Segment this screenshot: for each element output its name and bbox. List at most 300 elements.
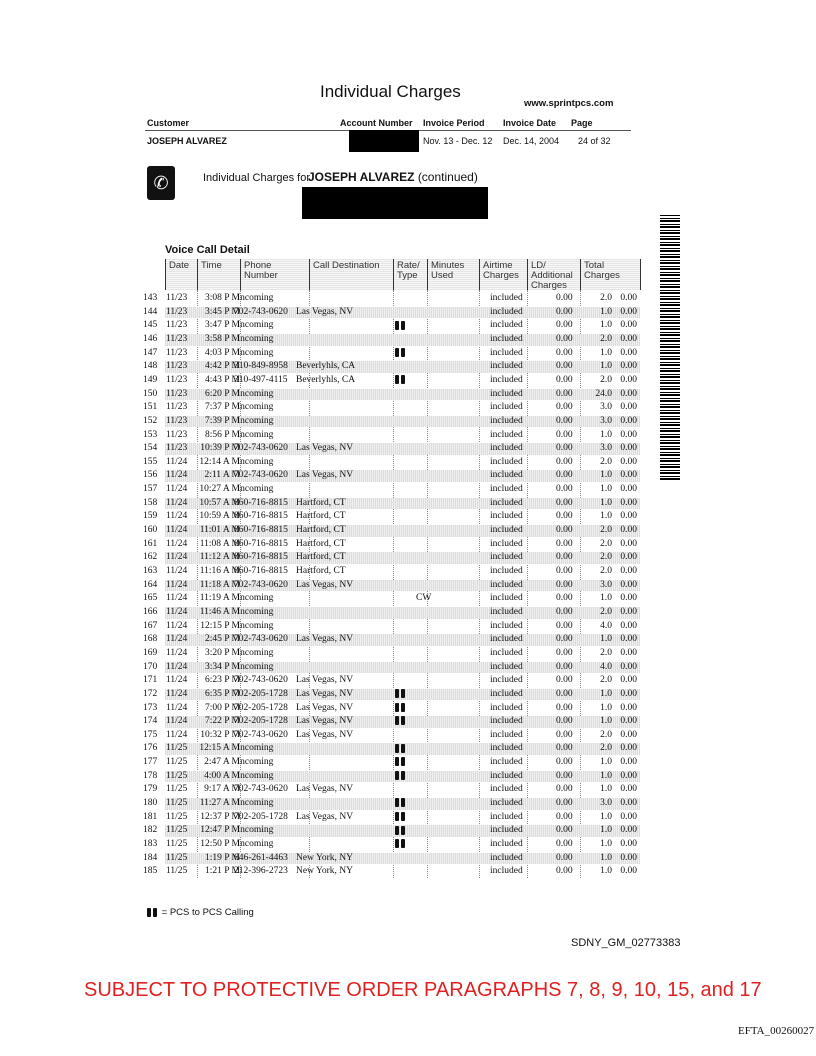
column-header: Minutes Used	[428, 259, 480, 290]
call-date: 11/24	[166, 688, 188, 699]
column-header: Airtime Charges	[480, 259, 528, 290]
pcs-to-pcs-icon	[395, 756, 407, 770]
row-number: 143	[143, 293, 158, 303]
total-charges: 0.00	[620, 511, 637, 522]
airtime-charges: included	[490, 374, 523, 385]
total-charges: 0.00	[620, 293, 637, 303]
pcs-to-pcs-icon	[395, 688, 407, 702]
ld-charges: 0.00	[556, 606, 573, 617]
total-charges: 0.00	[620, 333, 637, 344]
row-number: 179	[143, 784, 158, 795]
call-destination: Las Vegas, NV	[296, 634, 354, 645]
call-destination: Las Vegas, NV	[296, 688, 354, 699]
airtime-charges: included	[490, 825, 523, 836]
column-header: Time	[198, 259, 241, 290]
call-destination: Las Vegas, NV	[296, 716, 354, 727]
ld-charges: 0.00	[556, 784, 573, 795]
call-time: 2:45 P M	[204, 634, 240, 645]
table-row	[140, 415, 640, 429]
row-number: 177	[143, 757, 158, 768]
call-destination: Hartford, CT	[296, 538, 346, 549]
row-number: 150	[143, 388, 158, 399]
bates-number: SDNY_GM_02773383	[571, 937, 681, 949]
ld-charges: 0.00	[556, 866, 573, 877]
total-charges: 0.00	[620, 866, 637, 877]
ld-charges: 0.00	[556, 702, 573, 713]
total-charges: 0.00	[620, 552, 637, 563]
row-number: 161	[143, 538, 158, 549]
row-number: 162	[143, 552, 158, 563]
ld-charges: 0.00	[556, 852, 573, 863]
phone-number: Incoming	[237, 661, 274, 672]
airtime-charges: included	[490, 443, 523, 454]
minutes-used: 1.0	[600, 770, 612, 781]
call-time: 6:20 P M	[204, 388, 240, 399]
table-row	[140, 838, 640, 852]
phone-number: 702-743-0620	[234, 729, 288, 740]
call-date: 11/24	[166, 456, 188, 467]
minutes-used: 3.0	[600, 415, 612, 426]
call-time: 4:03 P M	[204, 347, 240, 358]
row-number: 169	[143, 647, 158, 658]
call-time: 2:11 A M	[204, 470, 240, 481]
section-title: Voice Call Detail	[165, 244, 250, 256]
total-charges: 0.00	[620, 839, 637, 849]
minutes-used: 1.0	[600, 634, 612, 645]
row-number: 178	[143, 770, 158, 781]
call-date: 11/23	[166, 415, 188, 426]
total-charges: 0.00	[620, 620, 637, 631]
ld-charges: 0.00	[556, 525, 573, 536]
column-header: LD/ Additional Charges	[528, 259, 581, 290]
airtime-charges: included	[490, 484, 523, 495]
airtime-charges: included	[490, 798, 523, 809]
row-number: 157	[143, 484, 158, 495]
pcs-to-pcs-icon	[395, 319, 407, 333]
call-date: 11/25	[166, 743, 188, 754]
airtime-charges: included	[490, 293, 523, 303]
pcs-to-pcs-icon	[395, 824, 407, 838]
call-destination: New York, NY	[296, 852, 354, 863]
charges-for-label: Individual Charges for	[203, 172, 311, 184]
call-time: 11:01 A M	[199, 525, 240, 536]
call-time: 4:00 A M	[204, 770, 240, 781]
total-charges: 0.00	[620, 320, 637, 331]
airtime-charges: included	[490, 770, 523, 781]
table-row	[140, 442, 640, 456]
call-time: 10:27 A M	[199, 484, 240, 495]
call-time: 10:39 P M	[200, 443, 240, 454]
phone-number: Incoming	[237, 606, 274, 617]
call-time: 4:42 P M	[204, 361, 240, 372]
pcs-to-pcs-icon	[395, 702, 407, 716]
total-charges: 0.00	[620, 566, 637, 576]
column-header: Phone Number	[241, 259, 310, 290]
table-row	[140, 483, 640, 497]
row-number: 155	[143, 456, 158, 467]
phone-number: Incoming	[237, 839, 274, 849]
table-row	[140, 579, 640, 593]
call-date: 11/23	[166, 402, 188, 413]
call-date: 11/24	[166, 579, 188, 590]
minutes-used: 4.0	[600, 661, 612, 672]
minutes-used: 3.0	[600, 402, 612, 413]
airtime-charges: included	[490, 361, 523, 372]
call-date: 11/24	[166, 552, 188, 563]
call-date: 11/24	[166, 675, 188, 686]
table-row	[140, 374, 640, 388]
page-title: Individual Charges	[320, 82, 461, 101]
account-label: Account Number	[340, 118, 413, 128]
phone-number: 702-205-1728	[234, 716, 288, 727]
total-charges: 0.00	[620, 579, 637, 590]
ld-charges: 0.00	[556, 320, 573, 331]
ld-charges: 0.00	[556, 361, 573, 372]
phone-number: 702-205-1728	[234, 811, 288, 822]
call-date: 11/24	[166, 716, 188, 727]
efta-number: EFTA_00260027	[738, 1025, 815, 1037]
airtime-charges: included	[490, 593, 523, 604]
row-number: 174	[143, 716, 158, 727]
airtime-charges: included	[490, 470, 523, 481]
phone-number: Incoming	[237, 415, 274, 426]
row-number: 184	[143, 852, 158, 863]
call-time: 11:16 A M	[199, 566, 240, 576]
legend	[147, 907, 254, 918]
airtime-charges: included	[490, 729, 523, 740]
phone-number: 702-743-0620	[234, 784, 288, 795]
phone-number: Incoming	[237, 388, 274, 399]
call-destination: Beverlyhls, CA	[296, 374, 356, 385]
row-number: 160	[143, 525, 158, 536]
table-row	[140, 306, 640, 320]
phone-number: 212-396-2723	[234, 866, 288, 877]
phone-number: 702-205-1728	[234, 688, 288, 699]
call-date: 11/25	[166, 784, 188, 795]
call-time: 1:19 P M	[204, 852, 240, 863]
call-destination: Beverlyhls, CA	[296, 361, 356, 372]
row-number: 151	[143, 402, 158, 413]
call-destination: Hartford, CT	[296, 552, 346, 563]
total-charges: 0.00	[620, 456, 637, 467]
row-number: 146	[143, 333, 158, 344]
ld-charges: 0.00	[556, 429, 573, 440]
minutes-used: 4.0	[600, 620, 612, 631]
pcs-to-pcs-icon	[395, 797, 407, 811]
total-charges: 0.00	[620, 374, 637, 385]
call-time: 6:23 P M	[204, 675, 240, 686]
phone-number: Incoming	[237, 743, 274, 754]
phone-number: 702-743-0620	[234, 634, 288, 645]
airtime-charges: included	[490, 852, 523, 863]
call-destination: Las Vegas, NV	[296, 470, 354, 481]
call-time: 12:14 A M	[199, 456, 240, 467]
table-row	[140, 401, 640, 415]
total-charges: 0.00	[620, 402, 637, 413]
total-charges: 0.00	[620, 470, 637, 481]
phone-number: Incoming	[237, 347, 274, 358]
phone-number: 702-743-0620	[234, 470, 288, 481]
call-date: 11/24	[166, 470, 188, 481]
phone-number: 860-716-8815	[234, 538, 288, 549]
call-date: 11/23	[166, 361, 188, 372]
ld-charges: 0.00	[556, 511, 573, 522]
phone-number: Incoming	[237, 593, 274, 604]
call-time: 10:32 P M	[200, 729, 240, 740]
table-row	[140, 797, 640, 811]
call-destination: Las Vegas, NV	[296, 784, 354, 795]
minutes-used: 2.0	[600, 675, 612, 686]
total-charges: 0.00	[620, 743, 637, 754]
table-row	[140, 565, 640, 579]
phone-number: Incoming	[237, 293, 274, 303]
call-date: 11/24	[166, 729, 188, 740]
call-time: 10:59 A M	[199, 511, 240, 522]
call-time: 2:47 A M	[204, 757, 240, 768]
table-row	[140, 510, 640, 524]
row-number: 176	[143, 743, 158, 754]
table-row	[140, 469, 640, 483]
airtime-charges: included	[490, 320, 523, 331]
table-row	[140, 633, 640, 647]
total-charges: 0.00	[620, 361, 637, 372]
call-destination: Las Vegas, NV	[296, 579, 354, 590]
airtime-charges: included	[490, 566, 523, 576]
barcode	[660, 215, 680, 480]
call-date: 11/24	[166, 511, 188, 522]
ld-charges: 0.00	[556, 456, 573, 467]
call-date: 11/23	[166, 443, 188, 454]
call-time: 7:00 P M	[204, 702, 240, 713]
total-charges: 0.00	[620, 798, 637, 809]
minutes-used: 1.0	[600, 688, 612, 699]
minutes-used: 1.0	[600, 347, 612, 358]
row-number: 168	[143, 634, 158, 645]
phone-number: Incoming	[237, 825, 274, 836]
call-time: 3:20 P M	[204, 647, 240, 658]
minutes-used: 1.0	[600, 811, 612, 822]
table-row	[140, 292, 640, 306]
call-date: 11/25	[166, 866, 188, 877]
minutes-used: 1.0	[600, 757, 612, 768]
ld-charges: 0.00	[556, 620, 573, 631]
ld-charges: 0.00	[556, 743, 573, 754]
pcs-to-pcs-icon	[395, 770, 407, 784]
minutes-used: 2.0	[600, 538, 612, 549]
call-date: 11/24	[166, 593, 188, 604]
call-time: 9:17 A M	[204, 784, 240, 795]
minutes-used: 1.0	[600, 716, 612, 727]
row-number: 153	[143, 429, 158, 440]
minutes-used: 1.0	[600, 484, 612, 495]
minutes-used: 1.0	[600, 429, 612, 440]
call-time: 12:37 P M	[200, 811, 240, 822]
total-charges: 0.00	[620, 661, 637, 672]
total-charges: 0.00	[620, 606, 637, 617]
phone-number: 860-716-8815	[234, 497, 288, 508]
page-label: Page	[571, 118, 593, 128]
protective-order-notice: SUBJECT TO PROTECTIVE ORDER PARAGRAPHS 7, 8, 9, 10, 15, and 17	[84, 979, 762, 1001]
row-number: 171	[143, 675, 158, 686]
charges-for-name	[308, 170, 478, 184]
call-time: 7:37 P M	[204, 402, 240, 413]
table-row	[140, 742, 640, 756]
airtime-charges: included	[490, 579, 523, 590]
table-row	[140, 729, 640, 743]
airtime-charges: included	[490, 675, 523, 686]
minutes-used: 1.0	[600, 825, 612, 836]
phone-number: 702-743-0620	[234, 579, 288, 590]
minutes-used: 1.0	[600, 361, 612, 372]
subscriber-name: JOSEPH ALVAREZ	[308, 170, 415, 184]
minutes-used: 2.0	[600, 743, 612, 754]
call-destination: Hartford, CT	[296, 525, 346, 536]
call-time: 11:12 A M	[199, 552, 240, 563]
ld-charges: 0.00	[556, 757, 573, 768]
table-row	[140, 319, 640, 333]
table-row	[140, 715, 640, 729]
call-date: 11/25	[166, 852, 188, 863]
ld-charges: 0.00	[556, 470, 573, 481]
ld-charges: 0.00	[556, 661, 573, 672]
minutes-used: 2.0	[600, 552, 612, 563]
ld-charges: 0.00	[556, 798, 573, 809]
total-charges: 0.00	[620, 784, 637, 795]
airtime-charges: included	[490, 634, 523, 645]
airtime-charges: included	[490, 538, 523, 549]
call-time: 12:15 A M	[199, 743, 240, 754]
phone-number: Incoming	[237, 484, 274, 495]
call-date: 11/24	[166, 661, 188, 672]
call-destination: Las Vegas, NV	[296, 702, 354, 713]
total-charges: 0.00	[620, 716, 637, 727]
row-number: 159	[143, 511, 158, 522]
table-row	[140, 661, 640, 675]
phone-number: Incoming	[237, 757, 274, 768]
phone-number: 310-497-4115	[234, 374, 288, 385]
airtime-charges: included	[490, 347, 523, 358]
phone-number: 860-716-8815	[234, 525, 288, 536]
total-charges: 0.00	[620, 484, 637, 495]
ld-charges: 0.00	[556, 647, 573, 658]
row-number: 167	[143, 620, 158, 631]
airtime-charges: included	[490, 306, 523, 317]
minutes-used: 1.0	[600, 702, 612, 713]
call-date: 11/23	[166, 333, 188, 344]
table-row	[140, 456, 640, 470]
call-date: 11/23	[166, 347, 188, 358]
column-header: Total Charges	[581, 259, 641, 290]
airtime-charges: included	[490, 839, 523, 849]
airtime-charges: included	[490, 456, 523, 467]
ld-charges: 0.00	[556, 497, 573, 508]
phone-number: Incoming	[237, 647, 274, 658]
airtime-charges: included	[490, 620, 523, 631]
phone-number: Incoming	[237, 798, 274, 809]
call-date: 11/25	[166, 825, 188, 836]
ld-charges: 0.00	[556, 811, 573, 822]
ld-charges: 0.00	[556, 566, 573, 576]
ld-charges: 0.00	[556, 579, 573, 590]
airtime-charges: included	[490, 647, 523, 658]
ld-charges: 0.00	[556, 333, 573, 344]
ld-charges: 0.00	[556, 825, 573, 836]
ld-charges: 0.00	[556, 593, 573, 604]
table-row	[140, 702, 640, 716]
pcs-to-pcs-icon	[395, 715, 407, 729]
minutes-used: 2.0	[600, 606, 612, 617]
customer-name: JOSEPH ALVAREZ	[147, 136, 227, 146]
ld-charges: 0.00	[556, 716, 573, 727]
row-number: 164	[143, 579, 158, 590]
row-number: 172	[143, 688, 158, 699]
ld-charges: 0.00	[556, 388, 573, 399]
column-header: Date	[166, 259, 198, 290]
airtime-charges: included	[490, 552, 523, 563]
total-charges: 0.00	[620, 757, 637, 768]
ld-charges: 0.00	[556, 770, 573, 781]
table-row	[140, 388, 640, 402]
call-destination: Las Vegas, NV	[296, 306, 354, 317]
total-charges: 0.00	[620, 388, 637, 399]
total-charges: 0.00	[620, 688, 637, 699]
minutes-used: 2.0	[600, 525, 612, 536]
row-number: 175	[143, 729, 158, 740]
total-charges: 0.00	[620, 702, 637, 713]
continued-label: (continued)	[417, 170, 478, 184]
phone-number: 646-261-4463	[234, 852, 288, 863]
row-number: 152	[143, 415, 158, 426]
call-time: 11:46 A M	[199, 606, 240, 617]
ld-charges: 0.00	[556, 538, 573, 549]
total-charges: 0.00	[620, 825, 637, 836]
table-row	[140, 429, 640, 443]
minutes-used: 2.0	[600, 566, 612, 576]
table-row	[140, 360, 640, 374]
minutes-used: 2.0	[600, 293, 612, 303]
airtime-charges: included	[490, 606, 523, 617]
row-number: 181	[143, 811, 158, 822]
call-date: 11/23	[166, 320, 188, 331]
table-row	[140, 497, 640, 511]
total-charges: 0.00	[620, 443, 637, 454]
call-date: 11/23	[166, 374, 188, 385]
call-date: 11/24	[166, 525, 188, 536]
call-date: 11/24	[166, 702, 188, 713]
total-charges: 0.00	[620, 634, 637, 645]
airtime-charges: included	[490, 333, 523, 344]
airtime-charges: included	[490, 716, 523, 727]
airtime-charges: included	[490, 525, 523, 536]
total-charges: 0.00	[620, 729, 637, 740]
minutes-used: 1.0	[600, 839, 612, 849]
call-date: 11/23	[166, 429, 188, 440]
ld-charges: 0.00	[556, 415, 573, 426]
invoice-date: Dec. 14, 2004	[503, 136, 560, 146]
call-destination: Hartford, CT	[296, 497, 346, 508]
table-row	[140, 783, 640, 797]
airtime-charges: included	[490, 497, 523, 508]
call-time: 3:45 P M	[204, 306, 240, 317]
call-destination: Las Vegas, NV	[296, 811, 354, 822]
airtime-charges: included	[490, 811, 523, 822]
call-destination: Hartford, CT	[296, 511, 346, 522]
phone-icon: ✆	[147, 166, 175, 200]
phone-number: 310-849-8958	[234, 361, 288, 372]
call-date: 11/24	[166, 606, 188, 617]
call-time: 8:56 P M	[204, 429, 240, 440]
pcs-to-pcs-icon	[395, 374, 407, 388]
